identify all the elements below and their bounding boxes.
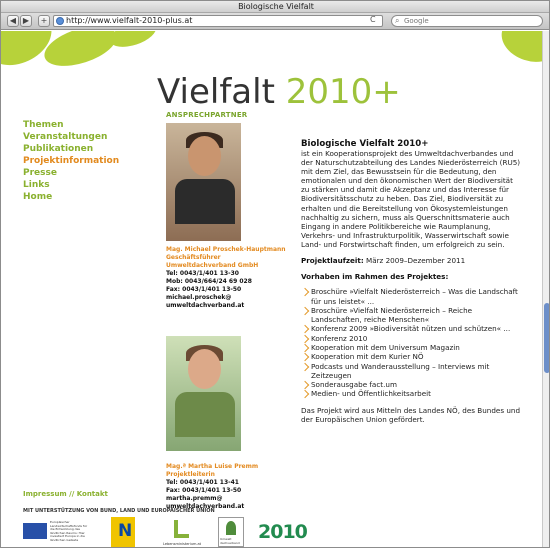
eu-logo — [23, 517, 93, 547]
list-item[interactable]: Broschüre »Vielfalt Niederösterreich – Was die Landschaft für uns leistet« ... — [301, 287, 521, 306]
nav-themen[interactable]: Themen — [23, 120, 64, 130]
list-item[interactable]: Broschüre »Vielfalt Niederösterreich – Reiche Landschaften, reiche Menschen« — [301, 306, 521, 325]
leaf-decoration — [107, 31, 159, 52]
article-intro: ist ein Kooperationsprojekt des Umweltdachverbandes und der Naturschutzabteilung des Landes Niederösterreich (RU5) mit dem Ziel, das Bewusstsein für die Bedeutung, den emotionalen und den ökonomischen Wert der Biodiversität zu stärken und damit die Akzeptanz und das Interesse für Biodiversitätsschutz zu heben. Das Ziel, Biodiversität zu erhalten und die Bereitstellung von Ökosystemleistungen nachhaltig zu sichern, muss als Querschnittsmaterie auch Eingang in andere Politikbereiche wie Raumplanung, Verkehrs- und Infrastrukturpolitik, Wasserwirtschaft sowie Land- und Forstwirtschaft finden, um erfolgreich zu sein. — [301, 149, 521, 249]
page-content — [1, 31, 542, 548]
list-item: Sonderausgabe fact.um — [301, 380, 521, 389]
nav-presse[interactable]: Presse — [23, 168, 57, 178]
url-text: http://www.vielfalt-2010-plus.at — [66, 16, 193, 25]
niederoesterreich-logo — [111, 517, 135, 547]
contact-card-2 — [166, 463, 291, 511]
nav-projektinformation[interactable]: Projektinformation — [23, 156, 120, 166]
contact-1-email-domain[interactable]: umweltdachverband.at — [166, 302, 245, 309]
list-item: Kooperation mit dem Kurier NÖ — [301, 352, 521, 361]
list-item[interactable]: Konferenz 2009 »Biodiversität nützen und schützen« ... — [301, 324, 521, 333]
contact-1-tel: Tel: 0043/1/401 13-30 — [166, 270, 239, 277]
eu-flag-icon — [23, 523, 47, 539]
contact-1-org: Umweltdachverband GmbH — [166, 262, 259, 269]
support-text: MIT UNTERSTÜTZUNG VON BUND, LAND UND EUROPÄISCHER UNION — [23, 508, 215, 514]
main-article — [301, 139, 521, 424]
contact-2-name: Mag.ª Martha Luise Premm — [166, 463, 259, 470]
search-icon: ⌕ — [395, 16, 400, 25]
list-item: Konferenz 2010 — [301, 334, 521, 343]
lebensministerium-text: Lebensministerium.at — [163, 542, 202, 546]
reload-icon[interactable]: C — [370, 15, 376, 24]
contact-1-mob: Mob: 0043/664/24 69 028 — [166, 278, 252, 285]
contact-photo-2 — [166, 336, 241, 451]
umweltdachverband-logo — [218, 517, 244, 547]
search-input[interactable] — [391, 15, 543, 27]
site-brand-title — [157, 73, 401, 111]
browser-toolbar — [1, 13, 550, 30]
brand-year: 2010+ — [285, 72, 401, 112]
contact-1-name: Mag. Michael Proschek-Hauptmann — [166, 246, 286, 253]
vertical-scrollbar[interactable] — [542, 31, 550, 548]
nav-home[interactable]: Home — [23, 192, 53, 202]
add-bookmark-button[interactable]: + — [38, 15, 50, 27]
back-button[interactable]: ◀ — [7, 15, 19, 27]
l-logo-icon — [174, 520, 189, 538]
list-item: Medien- und Öffentlichkeitsarbeit — [301, 389, 521, 398]
eu-logo-text: Europäischer Landwirtschaftsfonds für die Entwicklung des ländlichen Raums: Hier investiert Europa in die ländlichen Gebiete — [50, 520, 88, 542]
contact-2-email-domain[interactable]: umweltdachverband.at — [166, 503, 245, 510]
contact-photo-1 — [166, 123, 241, 241]
contact-2-role: Projektleiterin — [166, 471, 215, 478]
scrollbar-thumb[interactable] — [544, 303, 550, 373]
contact-1-role: Geschäftsführer — [166, 254, 221, 261]
projects-list — [301, 287, 521, 399]
contact-1-email[interactable]: michael.proschek@ — [166, 294, 232, 301]
search-placeholder: Google — [404, 17, 429, 25]
nav-veranstaltungen[interactable]: Veranstaltungen — [23, 132, 108, 142]
umwelt-text: Umwelt dachverband — [220, 537, 240, 545]
forward-button[interactable]: ▶ — [20, 15, 32, 27]
window-title: Biologische Vielfalt — [1, 1, 550, 13]
contact-2-tel: Tel: 0043/1/401 13-41 — [166, 479, 239, 486]
leaf-decoration — [496, 31, 542, 69]
n-logo-icon: N — [118, 521, 133, 541]
nav-publikationen[interactable]: Publikationen — [23, 144, 94, 154]
partner-logos — [23, 517, 333, 548]
nav-links[interactable]: Links — [23, 180, 50, 190]
main-navigation — [23, 119, 133, 203]
article-closing: Das Projekt wird aus Mitteln des Landes NÖ, des Bundes und der Europäischen Union gefördert. — [301, 405, 521, 424]
article-title: Biologische Vielfalt 2010+ — [301, 139, 429, 149]
contact-1-fax: Fax: 0043/1/401 13-50 — [166, 286, 242, 293]
address-bar[interactable] — [53, 15, 383, 27]
tree-icon — [226, 521, 236, 535]
biodiversity-2010-logo — [258, 517, 318, 547]
contact-2-email[interactable]: martha.premm@ — [166, 495, 223, 502]
globe-icon — [56, 17, 64, 25]
footer-links[interactable]: Impressum // Kontakt — [23, 490, 108, 498]
contacts-section-title: ANSPRECHPARTNER — [166, 111, 248, 119]
2010-logo-text: 2010 — [258, 521, 307, 543]
list-item: Podcasts und Wanderausstellung – Interviews mit Zeitzeugen — [301, 362, 521, 381]
lebensministerium-logo — [163, 517, 208, 547]
project-runtime: Projektlaufzeit: März 2009–Dezember 2011 — [301, 256, 466, 266]
contact-card-1 — [166, 246, 291, 310]
contact-2-fax: Fax: 0043/1/401 13-50 — [166, 487, 242, 494]
list-item: Kooperation mit dem Universum Magazin — [301, 343, 521, 352]
brand-prefix: Vielfalt — [157, 72, 275, 112]
projects-heading: Vorhaben im Rahmen des Projektes: — [301, 272, 449, 282]
